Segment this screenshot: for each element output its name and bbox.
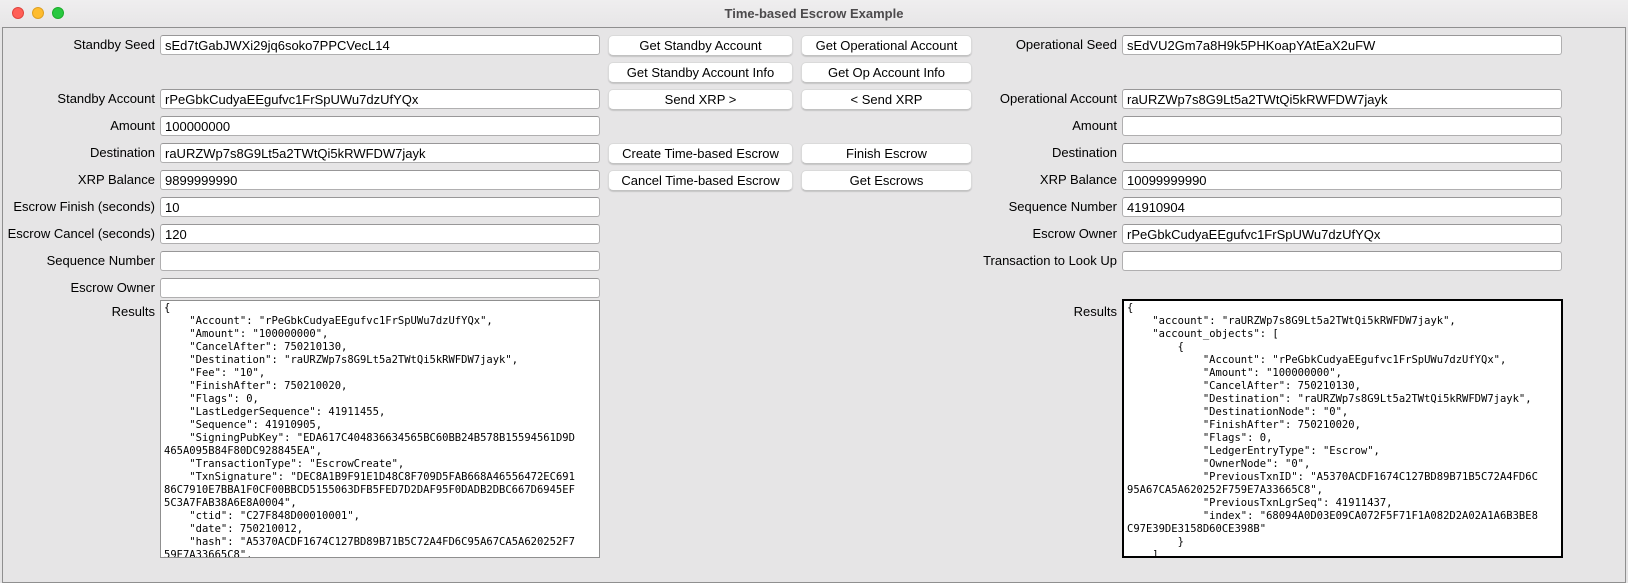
standby-seed-label: Standby Seed bbox=[73, 37, 155, 52]
get-standby-account-info-button[interactable]: Get Standby Account Info bbox=[608, 62, 793, 83]
send-xrp-standby-to-op-button[interactable]: Send XRP > bbox=[608, 89, 793, 110]
get-standby-account-button[interactable]: Get Standby Account bbox=[608, 35, 793, 56]
operational-destination-label: Destination bbox=[1051, 145, 1117, 160]
operational-destination-input[interactable] bbox=[1122, 143, 1562, 163]
operational-account-label: Operational Account bbox=[999, 91, 1117, 106]
window-title: Time-based Escrow Example bbox=[724, 6, 904, 21]
standby-escrow-owner-input[interactable] bbox=[160, 278, 600, 298]
standby-xrp-balance-input[interactable] bbox=[160, 170, 600, 190]
transaction-lookup-label: Transaction to Look Up bbox=[983, 253, 1117, 268]
operational-results-label: Results bbox=[1073, 304, 1117, 319]
operational-xrp-balance-label: XRP Balance bbox=[1039, 172, 1117, 187]
standby-seed-input[interactable] bbox=[160, 35, 600, 55]
operational-seed-label: Operational Seed bbox=[1015, 37, 1117, 52]
create-escrow-button[interactable]: Create Time-based Escrow bbox=[608, 143, 793, 164]
standby-sequence-label: Sequence Number bbox=[46, 253, 155, 268]
send-xrp-op-to-standby-button[interactable]: < Send XRP bbox=[801, 89, 972, 110]
standby-results-textarea[interactable] bbox=[160, 300, 600, 558]
operational-xrp-balance-input[interactable] bbox=[1122, 170, 1562, 190]
standby-account-label: Standby Account bbox=[57, 91, 155, 106]
escrow-cancel-label: Escrow Cancel (seconds) bbox=[7, 226, 155, 241]
main-content bbox=[2, 27, 1626, 583]
get-operational-account-button[interactable]: Get Operational Account bbox=[801, 35, 972, 56]
get-escrows-button[interactable]: Get Escrows bbox=[801, 170, 972, 191]
operational-account-input[interactable] bbox=[1122, 89, 1562, 109]
cancel-escrow-button[interactable]: Cancel Time-based Escrow bbox=[608, 170, 793, 191]
standby-results-label: Results bbox=[111, 304, 155, 319]
escrow-finish-input[interactable] bbox=[160, 197, 600, 217]
finish-escrow-button[interactable]: Finish Escrow bbox=[801, 143, 972, 164]
standby-sequence-input[interactable] bbox=[160, 251, 600, 271]
operational-sequence-label: Sequence Number bbox=[1008, 199, 1117, 214]
standby-destination-label: Destination bbox=[89, 145, 155, 160]
operational-amount-input[interactable] bbox=[1122, 116, 1562, 136]
standby-amount-label: Amount bbox=[110, 118, 155, 133]
get-op-account-info-button[interactable]: Get Op Account Info bbox=[801, 62, 972, 83]
operational-escrow-owner-label: Escrow Owner bbox=[1032, 226, 1117, 241]
operational-amount-label: Amount bbox=[1072, 118, 1117, 133]
escrow-cancel-input[interactable] bbox=[160, 224, 600, 244]
operational-seed-input[interactable] bbox=[1122, 35, 1562, 55]
standby-amount-input[interactable] bbox=[160, 116, 600, 136]
transaction-lookup-input[interactable] bbox=[1122, 251, 1562, 271]
standby-xrp-balance-label: XRP Balance bbox=[77, 172, 155, 187]
standby-destination-input[interactable] bbox=[160, 143, 600, 163]
standby-account-input[interactable] bbox=[160, 89, 600, 109]
standby-escrow-owner-label: Escrow Owner bbox=[70, 280, 155, 295]
operational-results-textarea[interactable] bbox=[1122, 299, 1563, 558]
operational-sequence-input[interactable] bbox=[1122, 197, 1562, 217]
titlebar bbox=[0, 0, 1628, 27]
escrow-finish-label: Escrow Finish (seconds) bbox=[13, 199, 155, 214]
operational-escrow-owner-input[interactable] bbox=[1122, 224, 1562, 244]
